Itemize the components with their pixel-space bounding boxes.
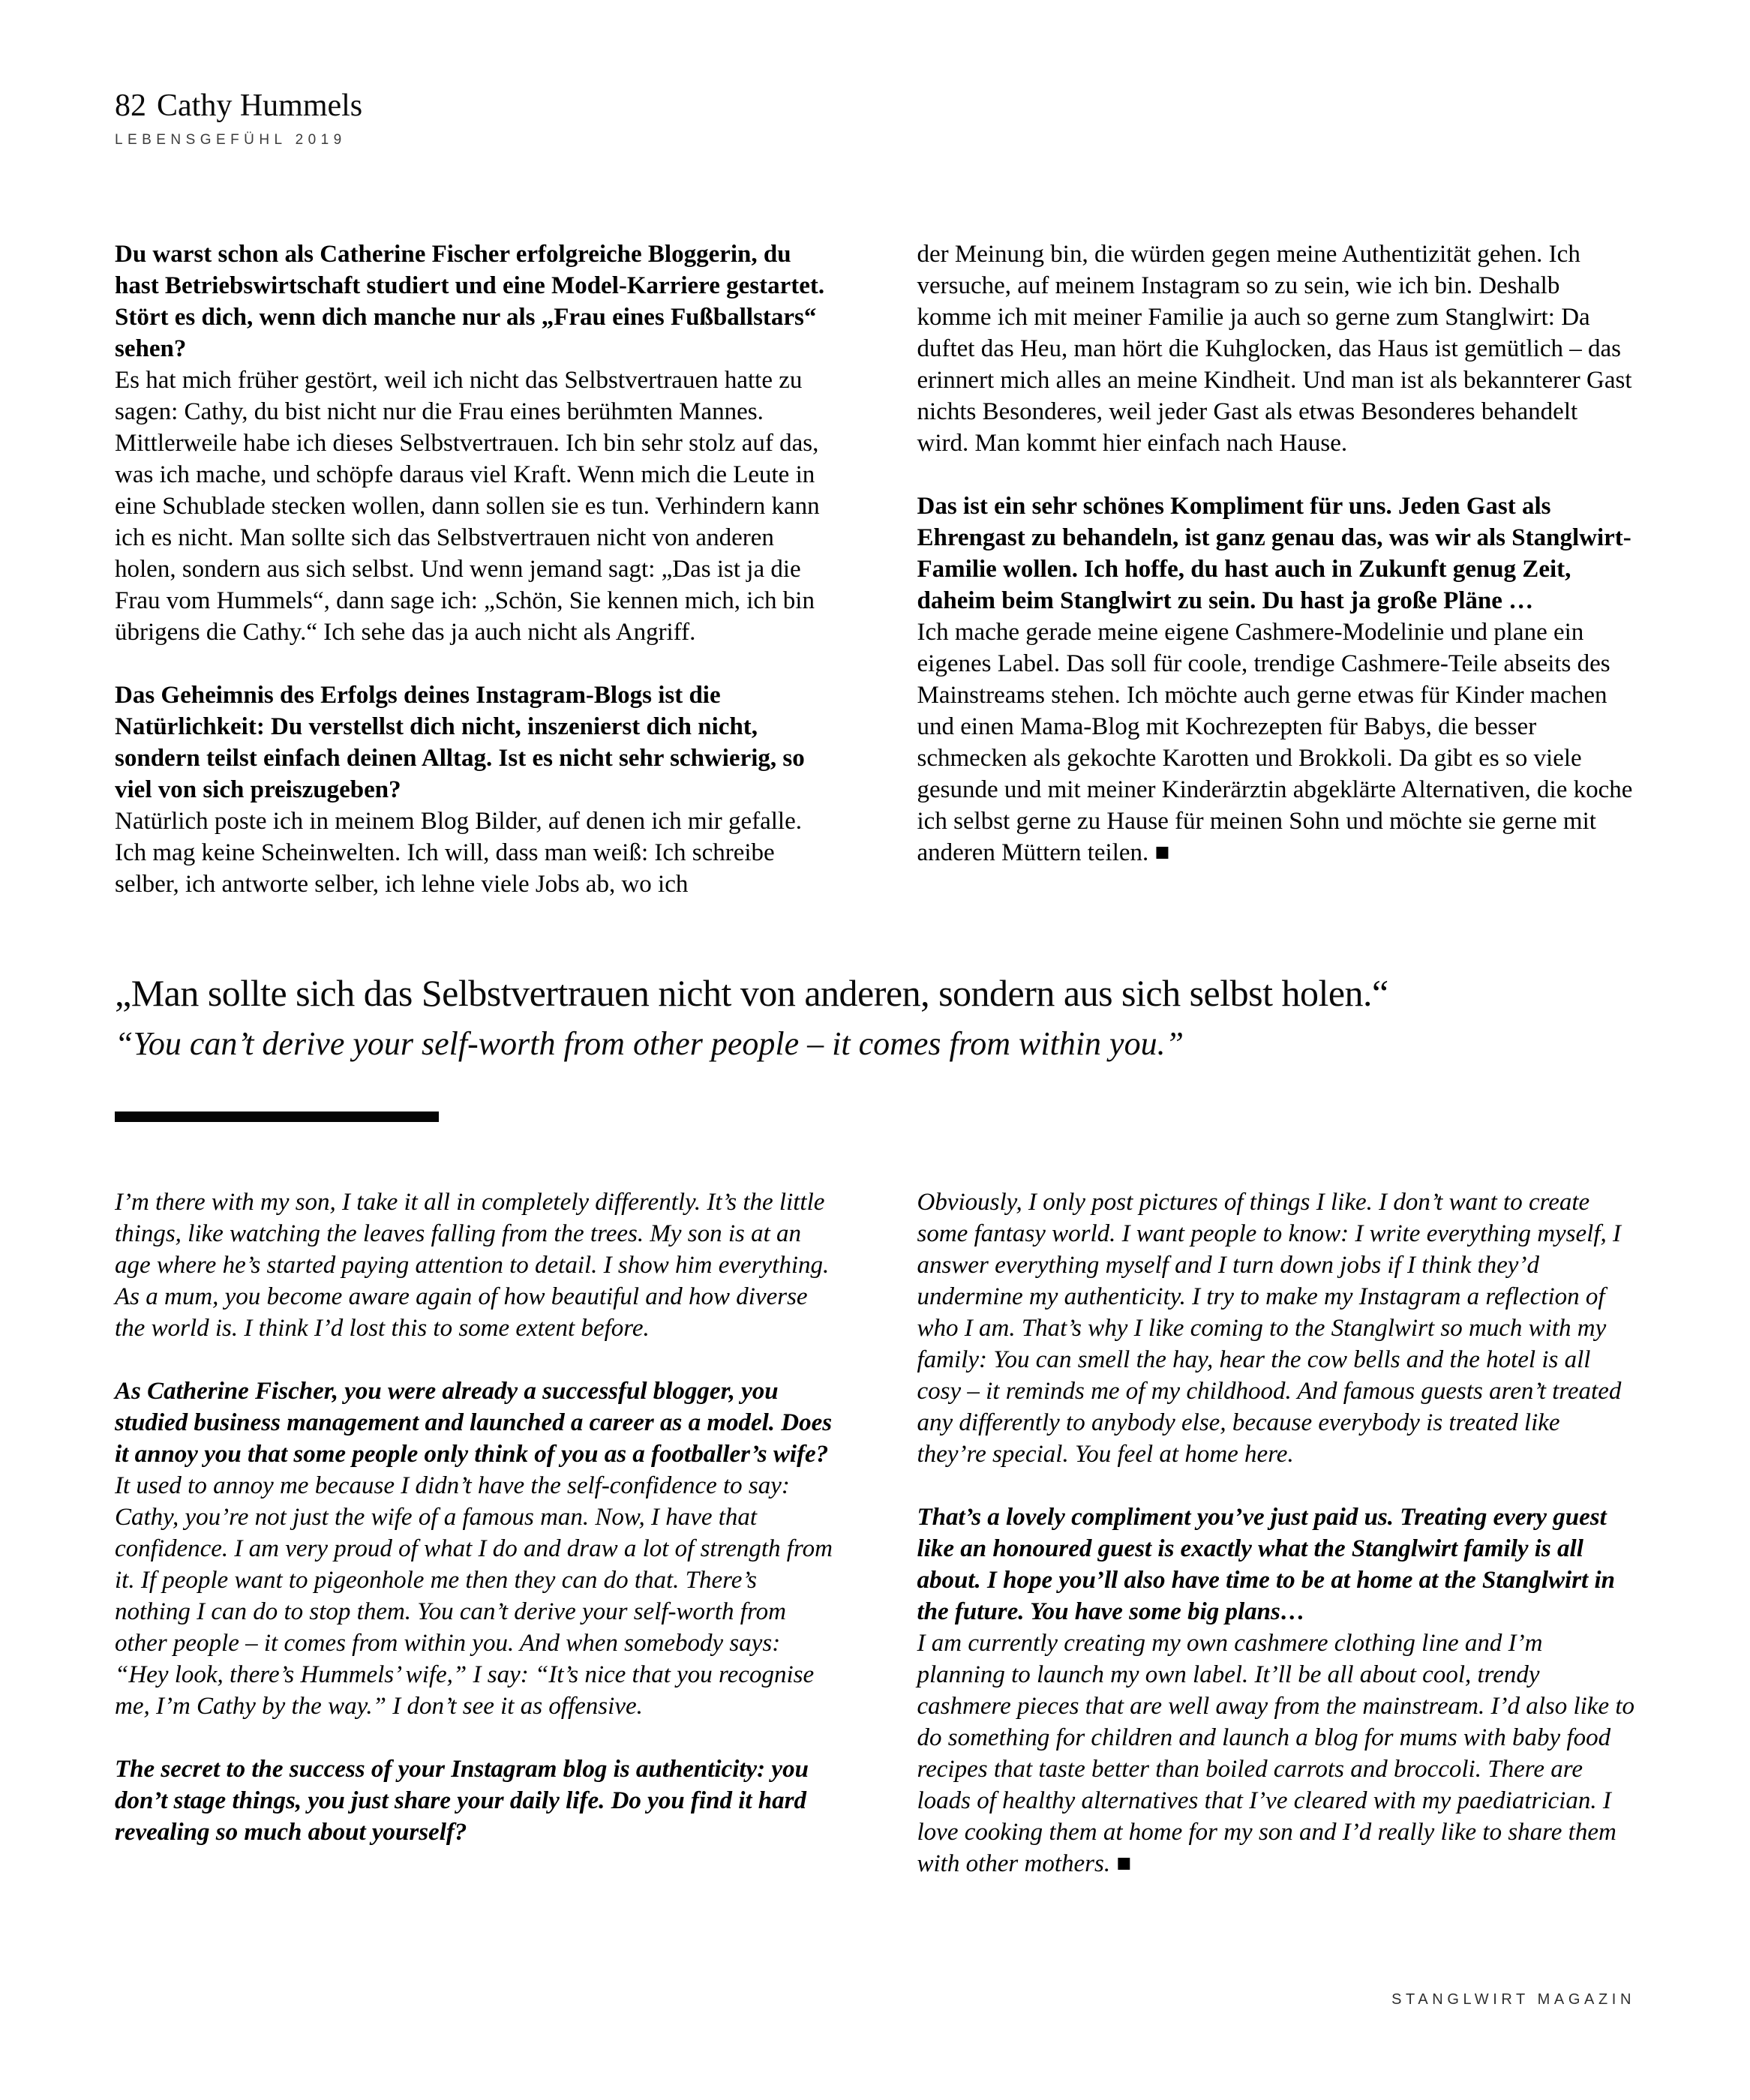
interview-answer: der Meinung bin, die würden gegen meine Authentizität gehen. Ich versuche, auf meinem Instagram so zu sein, wie ich bin. Deshalb komme ich mit meiner Familie ja auch so gerne zum Stanglwirt: Da duftet das Heu, man hört die Kuhglocken, das Haus ist gemütlich – das erinnert mich alles an meine Kindheit. Und man ist als bekannterer Gast nichts Besonderes, weil jeder Gast als etwas Besonderes behandelt wird. Man kommt hier einfach nach Hause. — [917, 241, 1632, 458]
interview-answer: Obviously, I only post pictures of things I like. I don’t want to create some fantasy world. I want people to know: I write everything myself, I answer everything myself and I turn down jobs if I think they’d undermine my authenticity. I try to make my Instagram a reflection of who I am. That’s why I like coming to the Stanglwirt so much with my family: You can smell the hay, hear the cow bells and the hotel is all cosy – it reminds me of my childhood. And famous guests aren’t treated any differently to anybody else, because everybody is treated like they’re special. You feel at home here. — [917, 1189, 1622, 1468]
page-footer — [1391, 1991, 1635, 2008]
interview-answer: It used to annoy me because I didn’t have the self-confidence to say: Cathy, you’re not just the wife of a famous man. Now, I have that confidence. I am very proud of what I do and draw a lot of strength from it. If people want to pigeonhole me then they can do that. There’s nothing I can do to stop them. You can’t derive your self-worth from other people – it comes from within you. And when somebody says: “Hey look, there’s Hummels’ wife,” I say: “It’s nice that you recognise me, I’m Cathy by the way.” I don’t see it as offensive. — [115, 1472, 833, 1720]
interview-question: That’s a lovely compliment you’ve just paid us. Treating every guest like an honoured guest is exactly what the Stanglwirt family is all about. I hope you’ll also have time to be at home at the Stanglwirt in the future. You have some big plans… — [917, 1504, 1615, 1626]
page-header — [115, 88, 1635, 148]
english-column-left — [115, 1186, 833, 1880]
german-interview-section — [115, 238, 1635, 900]
interview-answer: Natürlich poste ich in meinem Blog Bilder, auf denen ich mir gefalle. Ich mag keine Scheinwelten. Ich will, dass man weiß: Ich schreibe selber, ich antworte selber, ich lehne viele Jobs ab, wo ich — [115, 808, 802, 898]
article-person-name: Cathy Hummels — [157, 88, 363, 123]
german-column-left — [115, 238, 833, 900]
pull-quote-english: “You can’t derive your self-worth from other people – it comes from within you.” — [115, 1025, 1184, 1063]
interview-question: The secret to the success of your Instagram blog is authenticity: you don’t stage things, you just share your daily life. Do you find it hard revealing so much about yourself? — [115, 1756, 809, 1846]
interview-answer: Ich mache gerade meine eigene Cashmere-Modelinie und plane ein eigenes Label. Das soll für coole, trendige Cashmere-Teile abseits des Mainstreams stehen. Ich möchte auch gerne etwas für Kinder machen und einen Mama-Blog mit Kochrezepten für Babys, die besser schmecken als gekochte Karotten und Brokkoli. Da gibt es so viele gesunde und mit meiner Kinderärztin abgeklärte Alternativen, die koche ich selbst gerne zu Hause für meinen Sohn und möchte sie gerne mit anderen Müttern teilen. ■ — [917, 619, 1633, 867]
pull-quote-german: „Man sollte sich das Selbstvertrauen nicht von anderen, sondern aus sich selbst holen.“ — [115, 972, 1388, 1015]
page-title-line — [115, 88, 1635, 123]
interview-question: As Catherine Fischer, you were already a successful blogger, you studied business management and launched a career as a model. Does it annoy you that some people only think of you as a footballer’s wife? — [115, 1378, 833, 1468]
magazine-name: STANGLWIRT MAGAZIN — [1391, 1991, 1635, 2008]
interview-answer: Es hat mich früher gestört, weil ich nicht das Selbstvertrauen hatte zu sagen: Cathy, du bist nicht nur die Frau eines berühmten Mannes. Mittlerweile habe ich dieses Selbstvertrauen. Ich bin sehr stolz auf das, was ich mache, und schöpfe daraus viel Kraft. Wenn mich die Leute in eine Schublade stecken wollen, dann sollen sie es tun. Verhindern kann ich es nicht. Man sollte sich das Selbstvertrauen nicht von anderen holen, sondern aus sich selbst. Und wenn jemand sagt: „Das ist ja die Frau vom Hummels“, dann sage ich: „Schön, Sie kennen mich, ich bin übrigens die Cathy.“ Ich sehe das ja auch nicht als Angriff. — [115, 367, 820, 646]
page-number: 82 — [115, 88, 146, 123]
issue-label: LEBENSGEFÜHL 2019 — [115, 132, 347, 148]
english-column-right — [917, 1186, 1636, 1880]
interview-question: Das Geheimnis des Erfolgs deines Instagram-Blogs ist die Natürlichkeit: Du verstellst dich nicht, inszenierst dich nicht, sondern teilst einfach deinen Alltag. Ist es nicht sehr schwierig, so viel von sich preiszugeben? — [115, 682, 805, 804]
english-interview-section — [115, 1186, 1635, 1880]
interview-question: Das ist ein sehr schönes Kompliment für uns. Jeden Gast als Ehrengast zu behandeln, ist ganz genau das, was wir als Stanglwirt-Familie wollen. Ich hoffe, du hast auch in Zukunft genug Zeit, daheim beim Stanglwirt zu sein. Du hast ja große Pläne … — [917, 493, 1631, 615]
divider-rule — [115, 1112, 439, 1122]
german-column-right — [917, 238, 1636, 900]
interview-answer: I’m there with my son, I take it all in completely differently. It’s the little things, like watching the leaves falling from the trees. My son is at an age where he’s started paying attention to detail. I show him everything. As a mum, you become aware again of how beautiful and how diverse the world is. I think I’d lost this to some extent before. — [115, 1189, 830, 1342]
pull-quote-block — [115, 969, 1635, 1065]
interview-answer: I am currently creating my own cashmere clothing line and I’m planning to launch my own label. It’ll be all about cool, trendy cashmere pieces that are well away from the mainstream. I’d also like to do something for children and launch a blog for mums with baby food recipes that taste better than boiled carrots and broccoli. There are loads of healthy alternatives that I’ve cleared with my paediatrician. I love cooking them at home for my son and I’d really like to share them with other mothers. ■ — [917, 1630, 1635, 1878]
interview-question: Du warst schon als Catherine Fischer erfolgreiche Bloggerin, du hast Betriebswirtschaft studiert und eine Model-Karriere gestartet. Stört es dich, wenn dich manche nur als „Frau eines Fußballstars“ sehen? — [115, 241, 825, 363]
